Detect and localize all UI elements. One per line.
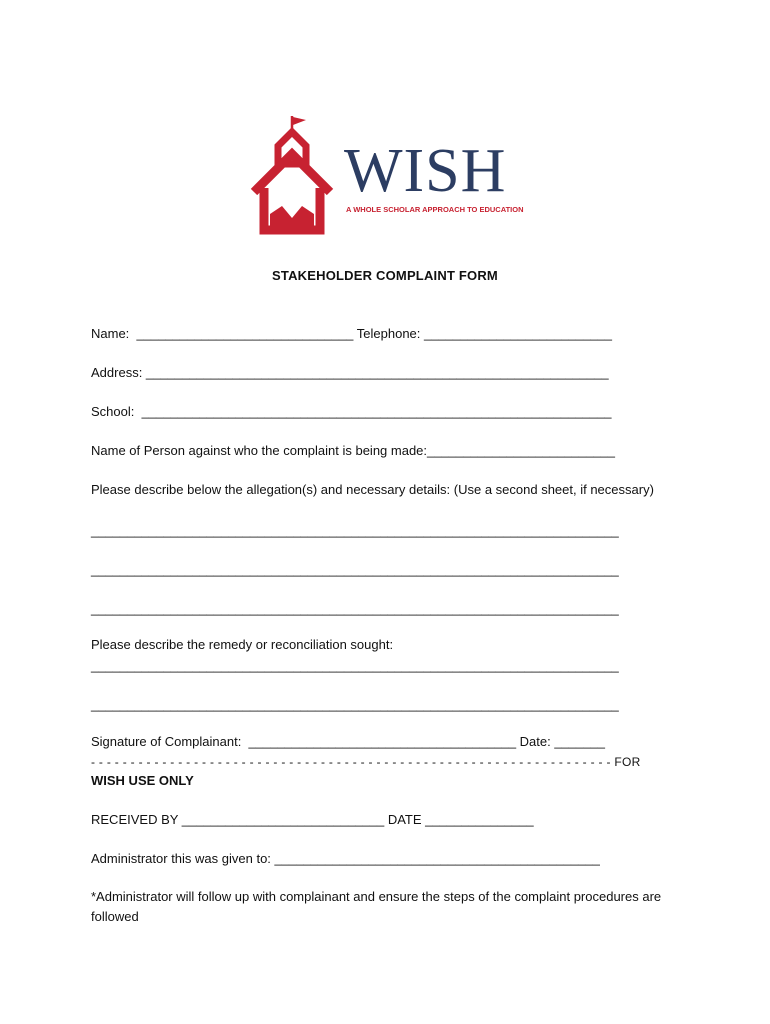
brand-wordmark: WISH xyxy=(344,137,507,205)
footnote: *Administrator will follow up with complainant and ensure the steps of the complaint procedures are followed xyxy=(91,889,662,924)
allegation-blank-line-1[interactable]: _________________________________________________________________________ xyxy=(91,523,619,538)
remedy-blank-line-1[interactable]: _________________________________________________________________________ xyxy=(91,658,619,673)
wish-use-only-heading: WISH USE ONLY xyxy=(91,773,194,788)
allegation-blank-line-2[interactable]: _________________________________________________________________________ xyxy=(91,562,619,577)
address-line[interactable]: Address: ________________________________________________________________ xyxy=(91,365,609,380)
administrator-line[interactable]: Administrator this was given to: _____________________________________________ xyxy=(91,851,600,866)
brand-tagline: A WHOLE SCHOLAR APPROACH TO EDUCATION xyxy=(346,205,524,214)
allegation-blank-line-3[interactable]: _________________________________________________________________________ xyxy=(91,601,619,616)
allegation-instructions: Please describe below the allegation(s) and necessary details: (Use a second sheet, if necessary) xyxy=(91,482,654,497)
wish-logo xyxy=(248,114,524,236)
person-against-line[interactable]: Name of Person against who the complaint is being made:__________________________ xyxy=(91,443,615,458)
name-telephone-line[interactable]: Name: ______________________________ Telephone: __________________________ xyxy=(91,326,612,341)
form-title: STAKEHOLDER COMPLAINT FORM xyxy=(272,268,498,283)
remedy-instructions: Please describe the remedy or reconciliation sought: xyxy=(91,637,394,652)
school-line[interactable]: School: _________________________________________________________________ xyxy=(91,404,612,419)
signature-date-line[interactable]: Signature of Complainant: _____________________________________ Date: _______ xyxy=(91,734,605,749)
schoolhouse-icon xyxy=(248,114,338,236)
remedy-blank-line-2[interactable]: _________________________________________________________________________ xyxy=(91,697,619,712)
received-by-line[interactable]: RECEIVED BY ____________________________ DATE _______________ xyxy=(91,812,534,827)
office-use-divider: - - - - - - - - - - - - - - - - - - - - - - - - - - - - - - - - - - - - - - - - - - - - - - - - - - - - - - - - - - - - - - - - - - FOR xyxy=(91,755,641,769)
